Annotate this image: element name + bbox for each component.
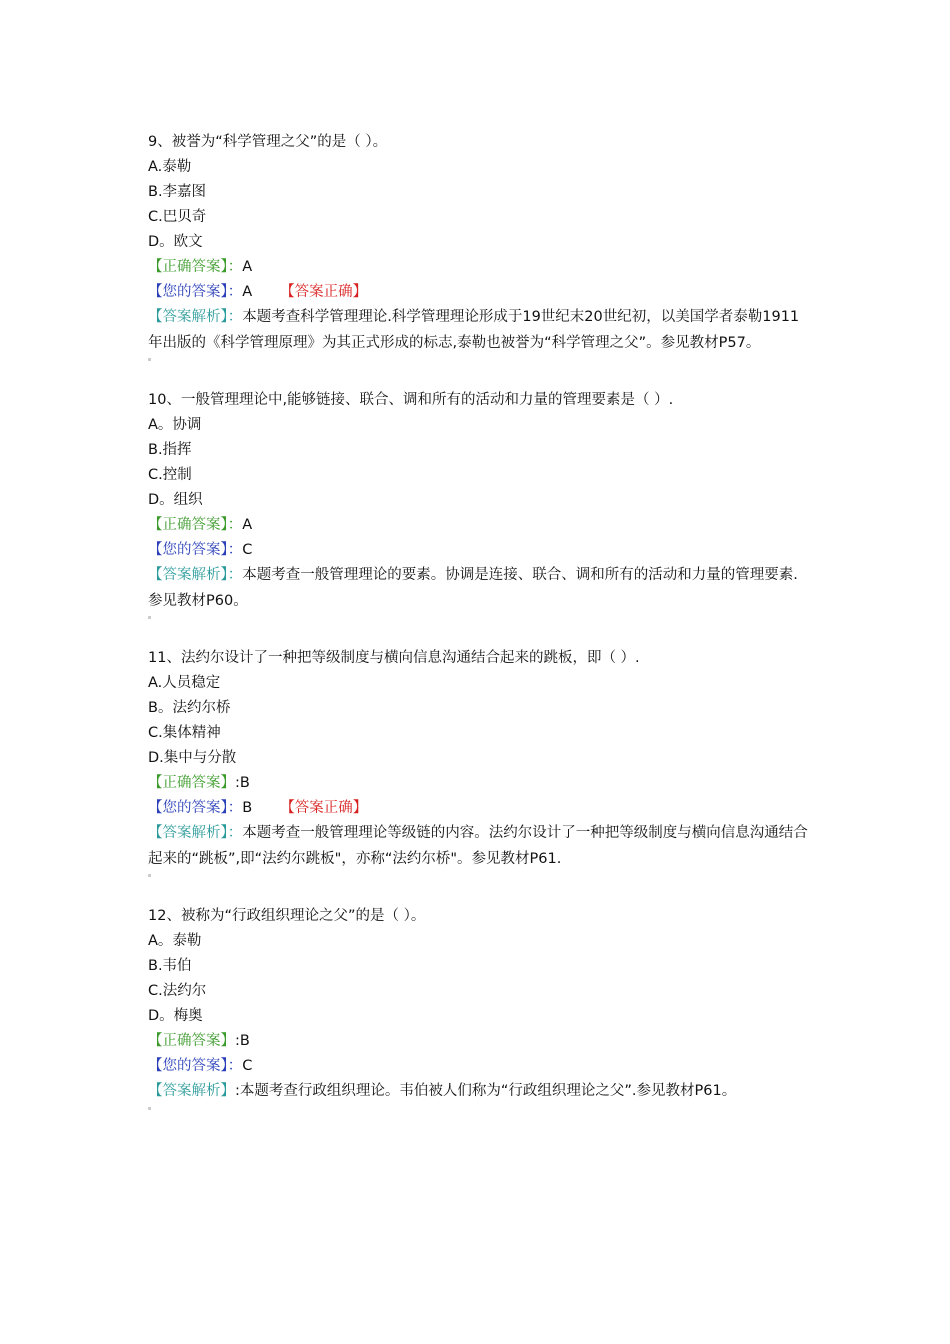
your-answer-value: B: [242, 800, 253, 816]
question-stem: 11、法约尔设计了一种把等级制度与横向信息沟通结合起来的跳板，即（ ）.: [148, 650, 640, 666]
correct-answer-row: [148, 771, 808, 796]
correct-answer-value: :B: [235, 775, 250, 791]
your-answer-row: [148, 796, 808, 821]
your-answer-label: 【您的答案】：: [148, 542, 243, 558]
explanation-text: 本题考查科学管理理论.科学管理理论形成于19世纪末20世纪初，以美国学者泰勒1911年出版的《科学管理原理》为其正式形成的标志,泰勒也被誉为“科学管理之父”。参见教材P57。: [148, 309, 800, 351]
question-11: [148, 646, 808, 882]
correct-answer-label: 【正确答案】: [148, 775, 235, 791]
question-10: [148, 388, 808, 624]
your-answer-row: [148, 1054, 808, 1079]
option-b: B.李嘉图: [148, 184, 207, 200]
correct-answer-value: :B: [235, 1033, 250, 1049]
explanation: [148, 305, 808, 356]
separator-mark: [148, 1107, 151, 1110]
correct-answer-row: [148, 1029, 808, 1054]
explanation-label: 【答案解析】：: [148, 567, 243, 583]
explanation-text: :本题考查行政组织理论。韦伯被人们称为“行政组织理论之父”.参见教材P61。: [235, 1083, 737, 1099]
your-answer-value: C: [242, 1058, 253, 1074]
explanation-label: 【答案解析】：: [148, 825, 243, 841]
question-9: [148, 130, 808, 366]
document-page: [148, 130, 808, 1137]
option-b: B。法约尔桥: [148, 700, 231, 716]
separator-mark: [148, 874, 151, 877]
explanation-text: 本题考查一般管理理论的要素。协调是连接、联合、调和所有的活动和力量的管理要素.参见教材P60。: [148, 567, 798, 609]
option-a: A.泰勒: [148, 159, 192, 175]
separator-mark: [148, 616, 151, 619]
correct-answer-value: A: [242, 517, 253, 533]
your-answer-label: 【您的答案】：: [148, 284, 243, 300]
correct-answer-label: 【正确答案】: [148, 1033, 235, 1049]
option-c: C.控制: [148, 467, 192, 483]
option-a: A.人员稳定: [148, 675, 221, 691]
option-d: D.集中与分散: [148, 750, 237, 766]
option-c: C.法约尔: [148, 983, 207, 999]
explanation: [148, 821, 808, 872]
answer-correct-badge: 【答案正确】: [280, 284, 368, 300]
explanation: [148, 563, 808, 614]
option-b: B.韦伯: [148, 958, 192, 974]
separator: [148, 356, 808, 366]
question-12: [148, 904, 808, 1115]
correct-answer-label: 【正确答案】：: [148, 517, 243, 533]
explanation: [148, 1079, 808, 1105]
your-answer-row: [148, 280, 808, 305]
separator: [148, 872, 808, 882]
option-d: D。欧文: [148, 234, 203, 250]
option-d: D。组织: [148, 492, 203, 508]
correct-answer-value: A: [242, 259, 253, 275]
explanation-label: 【答案解析】：: [148, 309, 243, 325]
question-stem: 12、被称为“行政组织理论之父”的是（ ）。: [148, 908, 426, 924]
answer-correct-badge: 【答案正确】: [280, 800, 368, 816]
correct-answer-row: [148, 255, 808, 280]
your-answer-label: 【您的答案】：: [148, 1058, 243, 1074]
explanation-text: 本题考查一般管理理论等级链的内容。法约尔设计了一种把等级制度与横向信息沟通结合起来的“跳板”,即“法约尔跳板"，亦称“法约尔桥"。参见教材P61.: [148, 825, 808, 867]
question-stem: 10、一般管理理论中,能够链接、联合、调和所有的活动和力量的管理要素是（ ）.: [148, 392, 674, 408]
question-stem: 9、被誉为“科学管理之父”的是（ ）。: [148, 134, 388, 150]
option-a: A。泰勒: [148, 933, 202, 949]
separator: [148, 1105, 808, 1115]
your-answer-value: A: [242, 284, 253, 300]
explanation-label: 【答案解析】: [148, 1083, 235, 1099]
separator: [148, 614, 808, 624]
correct-answer-row: [148, 513, 808, 538]
option-a: A。协调: [148, 417, 202, 433]
your-answer-value: C: [242, 542, 253, 558]
your-answer-label: 【您的答案】：: [148, 800, 243, 816]
option-b: B.指挥: [148, 442, 192, 458]
option-c: C.巴贝奇: [148, 209, 207, 225]
separator-mark: [148, 358, 151, 361]
option-c: C.集体精神: [148, 725, 221, 741]
option-d: D。梅奥: [148, 1008, 203, 1024]
correct-answer-label: 【正确答案】：: [148, 259, 243, 275]
your-answer-row: [148, 538, 808, 563]
